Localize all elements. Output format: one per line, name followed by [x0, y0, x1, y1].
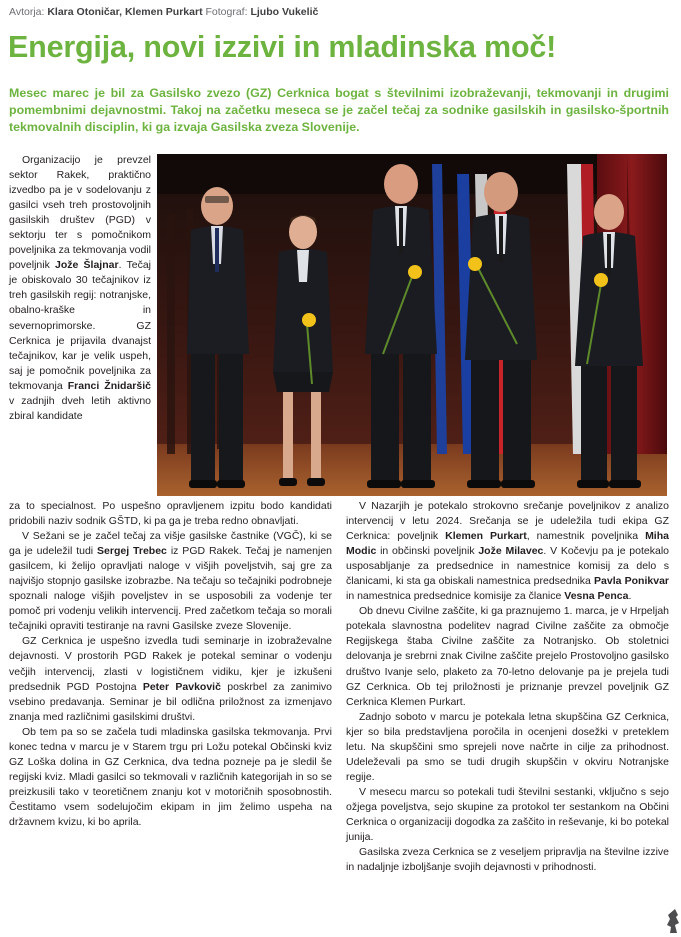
paragraph [9, 634, 332, 724]
person-name: Pavla Ponikvar [594, 575, 669, 588]
paragraph: za to specialnost. Po uspešno opravljenem izpitu bodo kandidati pridobili naziv sodnik GŠTD, ki pa ga je treba redno obnavljati. [9, 500, 332, 528]
left-text-column [9, 499, 332, 830]
paragraph: Ob dnevu Civilne zaščite, ki ga praznujemo 1. marca, je v Hrpeljah potekala slavnostna podelitev nagrad Civilne zaščite za območje Regijskega štaba Civilne zaščite za Notranjsko. Ob stoletnici delovanja je srebrni znak Civilne zaščite prejelo Prostovoljno gasilsko društvo Ivanje selo, plaketo za 70-letno delovanje pa je prejela tudi GZ Cerknica. Ob tej priložnosti je priznanje prevzel poveljnik GZ Cerknica Klemen Purkart. [346, 605, 669, 708]
photographer-label: Fotograf: [205, 6, 248, 18]
photographer-name: Ljubo Vukelič [250, 6, 319, 18]
paragraph [9, 153, 151, 424]
person-name: Jože Šlajnar [55, 259, 119, 272]
paragraph: Gasilska zveza Cerknica se z veseljem pripravlja na številne izzive in nadaljnje izboljšanje svojih dejavnosti v prihodnosti. [346, 846, 669, 874]
paragraph: Ob tem pa so se začela tudi mladinska gasilska tekmovanja. Prvi konec tedna v marcu je v Starem trgu pri Ložu potekal Občinski kviz GZ Loška dolina in GZ Cerknica, dva tedna pozneje pa je sledil še regijski kviz. Mladi gasilci so tekmovali v različnih kategorijah in so se preizkusili tako v teoretičnem znanju kot v motoričnih sposobnostih. Čestitamo vsem sodelujočim ekipam in jim želimo uspeha na državnem kvizu, ki bo aprila. [9, 725, 332, 828]
text-run: iz PGD Rakek. Tečaj je namenjen gasilcem, ki želijo opravljati naloge v višjih poveljstvih, saj gre za najvišjo stopnjo gasilske izobrazbe. Na tečaju so tečajniki podrobneje spoznali naloge višjih poveljstev in se usposobili za vodenje ter pomoč pri vodenju velikih intervencij. Pred začetkom tečaja so morali tečajniki opraviti testiranje na ravni Gasilske zveze Slovenije. [9, 545, 332, 633]
paragraph: V mesecu marcu so potekali tudi številni sestanki, vključno s sejo ožjega poveljstva, sejo skupine za protokol ter sestankom na Občini Cerknica o organizaciji dogodka za zaščito in reševanje, ki bo potekal junija. [346, 785, 669, 844]
person-name: Sergej Trebec [97, 545, 167, 558]
author-names: Klara Otoničar, Klemen Purkart [47, 6, 203, 18]
author-label: Avtorja: [9, 6, 45, 18]
person-name: Jože Milavec [478, 545, 544, 558]
text-run: in namestnica predsednice komisije za članice [346, 590, 565, 603]
article-lead: Mesec marec je bil za Gasilsko zvezo (GZ) Cerknica bogat s številnimi izobraževanji, tekmovanji in drugimi pomembnimi dejavnostmi. Takoj na začetku meseca se je začel tečaj za sodnike gasilskih in gasilsko-športnih tekmovalnih disciplin, ki ga izvaja Gasilska zveza Slovenije. [9, 86, 669, 134]
text-run: GZ Cerknica je uspešno izvedla tudi seminarje in izobraževalne dejavnosti. V prostorih PGD Rakek je potekal seminar o vodenju večjih intervencij, zlasti v logističnem vidiku, kjer je izkušeni predsednik PGD Postojna [9, 635, 332, 693]
person-name: Miha Modic [346, 530, 669, 558]
text-run: . V Kočevju pa je potekalo usposabljanje za predsednice in namestnice komisij za delo s članicami, ki sta ga obiskali namestnica predsednika [346, 545, 669, 588]
narrow-text-column [9, 153, 151, 424]
text-run: poskrbel za zanimivo vsebino predavanja. Seminar je bil odlična priložnost za izmenjavo znanja med različnimi gasilskimi društvi. [9, 680, 333, 723]
text-run: Organizacijo je prevzel sektor Rakek, praktično izvedbo pa je v sodelovanju z gasilci vseh treh prostovoljnih gasilskih društev (PGD) v sektorju ter s pomočnikom poveljnika za tekmovanja vodil poveljnik [9, 154, 151, 272]
person-name: Franci Žnidaršič [67, 379, 151, 392]
text-run: V Nazarjih je potekalo strokovno srečanje poveljnikov z analizo intervencij v letu 2024. Srečanja se je udeležila tudi ekipa GZ Cerknica: poveljnik [346, 500, 669, 543]
text-run: . Tečaj je obiskovalo 30 tečajnikov iz treh gasilskih regij: notranjske, obalno-kraške in severnoprimorske. GZ Cerknica je prijavila dvanajst tečajnikov, kar je velik uspeh, saj je pomočnik poveljnika za tekmovanja [9, 259, 151, 392]
byline [9, 6, 318, 18]
person-name: Vesna Penca [564, 590, 629, 603]
text-run: . [628, 590, 632, 603]
paragraph [346, 499, 669, 604]
text-run: , namestnik poveljnika [526, 530, 646, 543]
right-text-column [346, 499, 669, 875]
text-run: in občinski poveljnik [376, 545, 479, 558]
text-run: V Sežani se je začel tečaj za višje gasilske častnike (VGČ), ki se ga je udeležil tudi [9, 530, 332, 558]
person-name: Klemen Purkart [445, 530, 527, 543]
paragraph [9, 529, 332, 634]
text-run: v zadnjih dveh letih aktivno zbiral kandidate [9, 394, 151, 422]
paragraph: Zadnjo soboto v marcu je potekala letna skupščina GZ Cerknica, kjer so bila predstavljena poročila in ocenjeni dosežki v preteklem letu. Na skupščini smo sprejeli nove načrte in cilje za prihodnost. Udeleževali pa smo se tudi drugih skupščin v okviru Notranjske regije. [346, 710, 669, 783]
person-name: Peter Pavkovič [142, 680, 221, 693]
article-headline: Energija, novi izzivi in mladinska moč! [8, 30, 557, 64]
page-corner-mark-icon [667, 909, 679, 933]
group-photo [157, 154, 667, 496]
